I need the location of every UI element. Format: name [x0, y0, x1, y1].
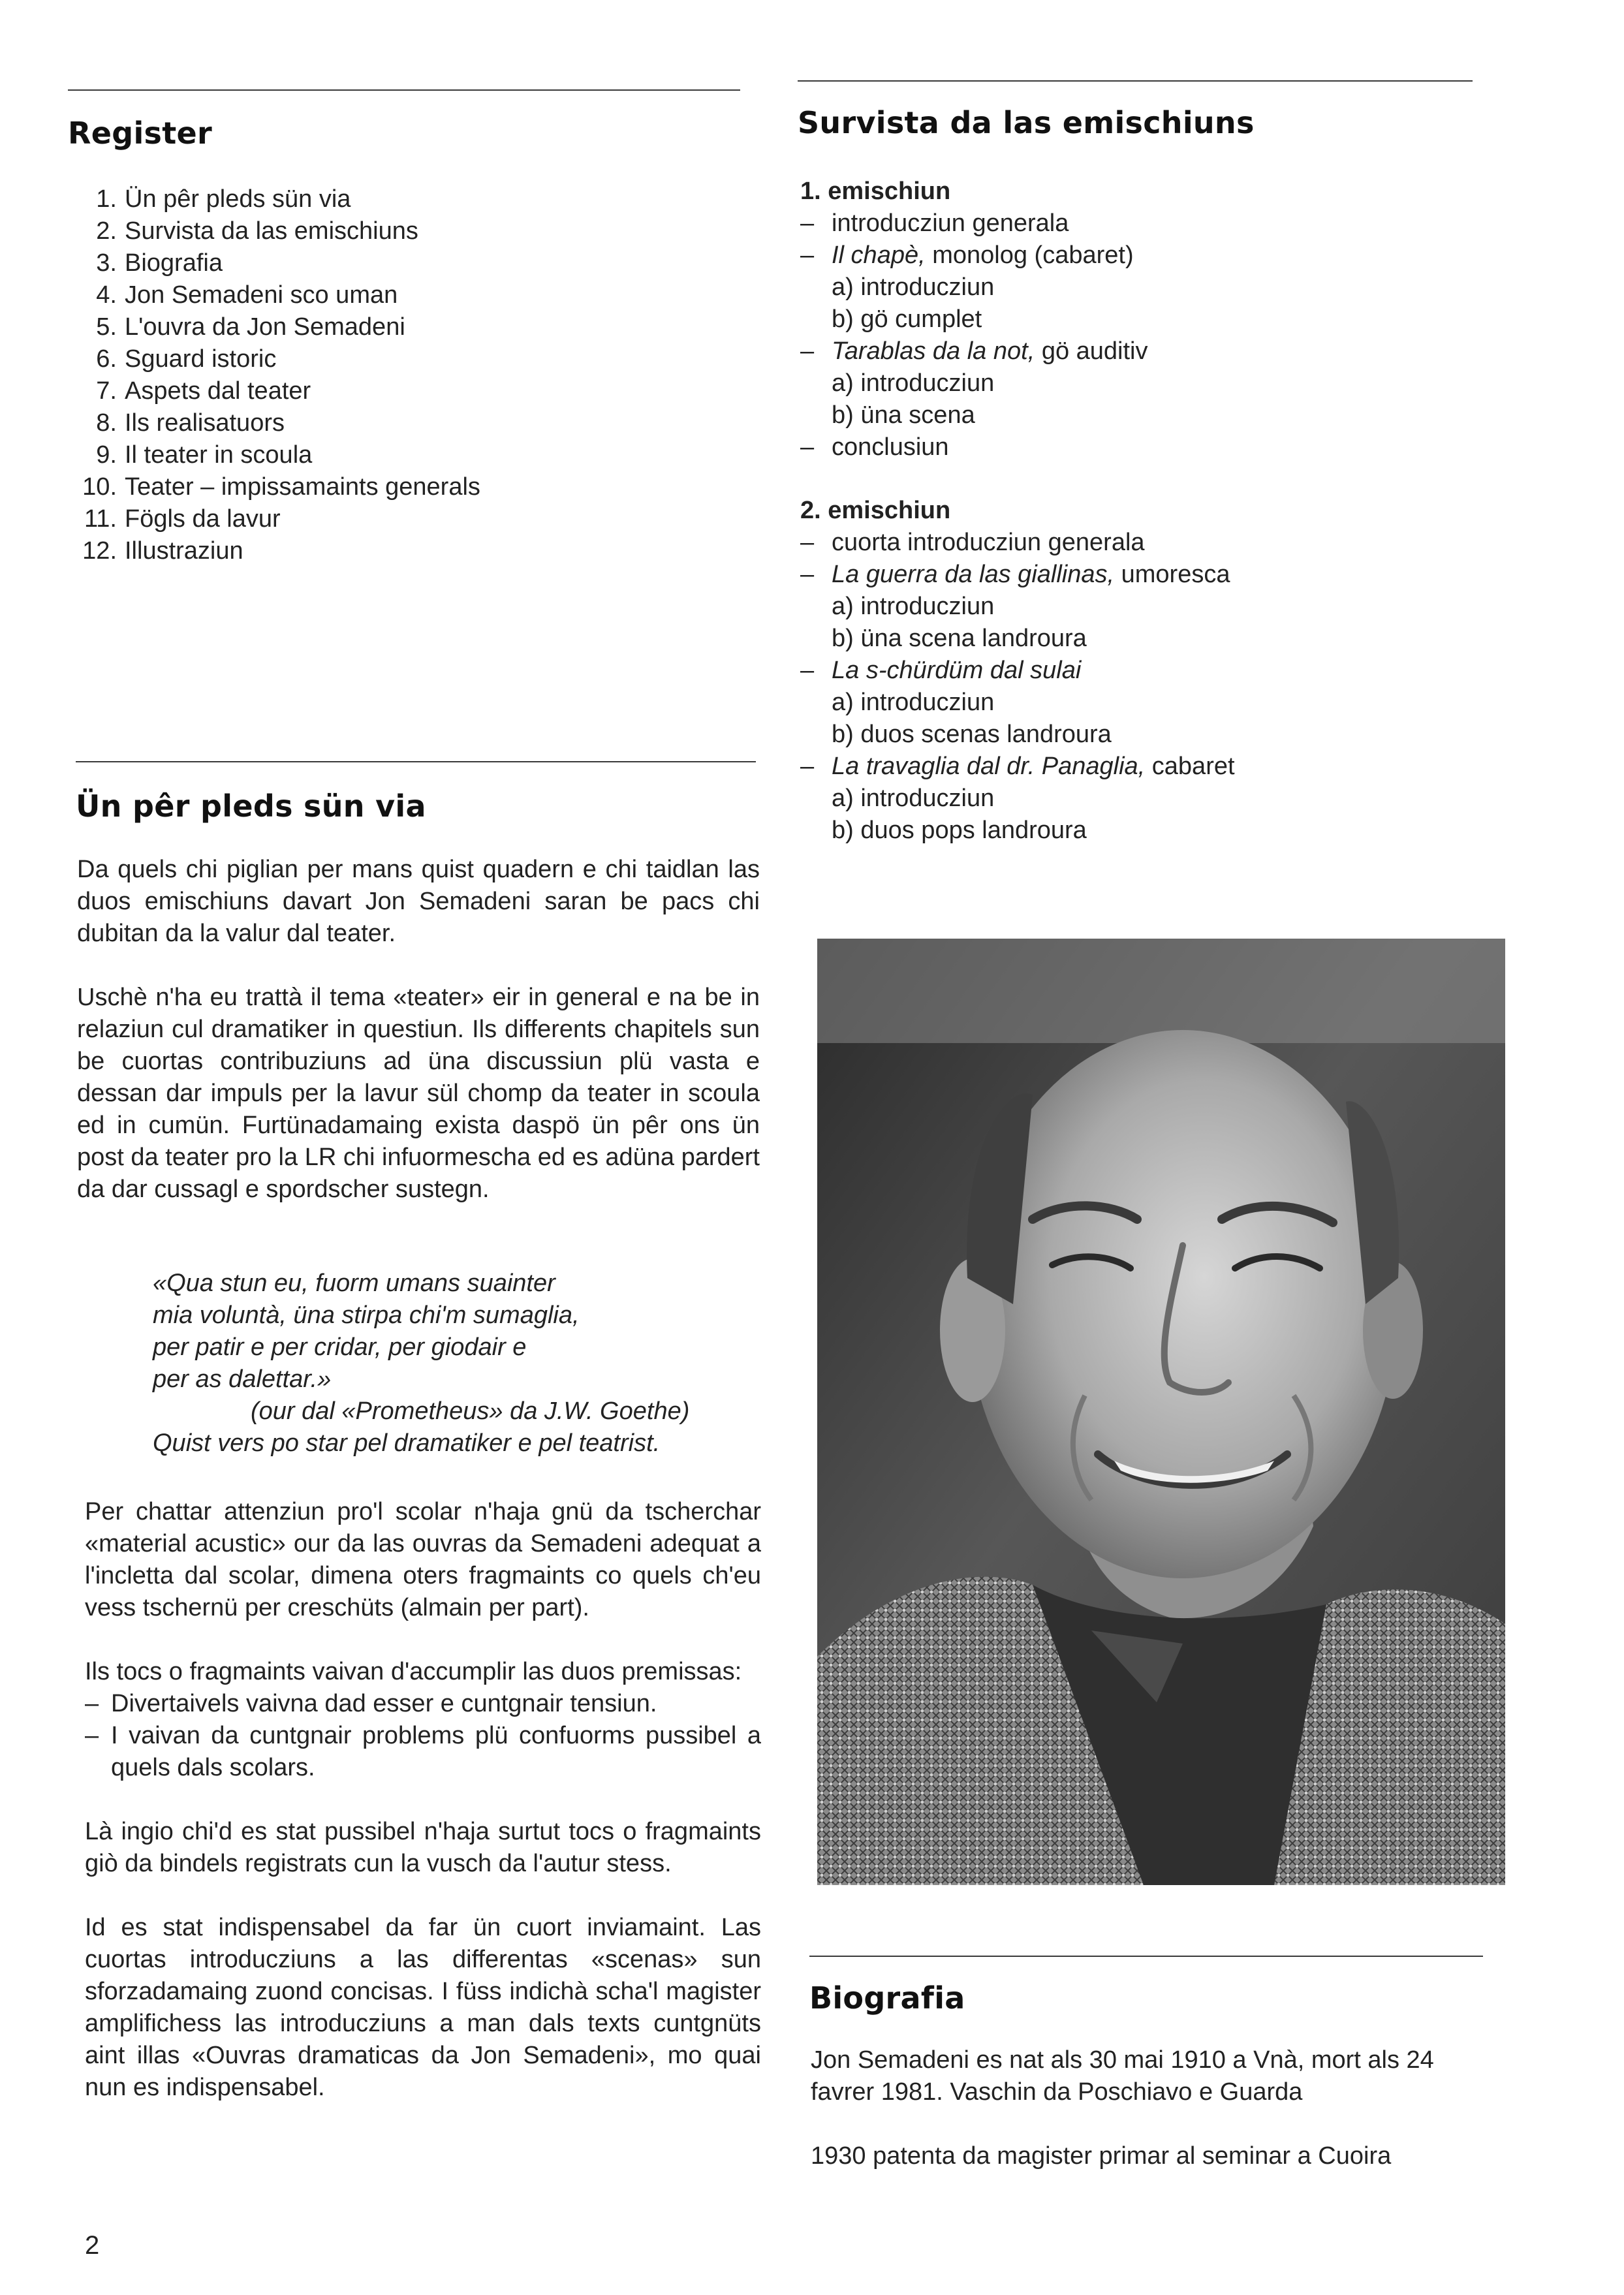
quote-line-1: «Qua stun eu, fuorm umans suainter [153, 1270, 555, 1297]
e2-item-3-b: b) duos scenas landroura [832, 721, 1112, 748]
intro-paragraph-2: Uschè n'ha eu trattà il tema «teater» eir in general e na be in relaziun cul dramatiker in questiun. Ils differents chapitels sun be cuortas contribuziuns ad üna discussiun plü vasta e dessan dar impuls per la lavur sül chomp da teater in scoula ed in cumün. Furtünadamaing exista daspö ün pêr ons ün post da teater pro la LR chi infuormescha ed es adüna pardert da dar cussagl e spordscher sustegn. [77, 984, 760, 1203]
intro-heading: Ün pêr pleds sün via [76, 788, 426, 824]
quote-comment: Quist vers po star pel dramatiker e pel teatrist. [153, 1429, 661, 1457]
e2-item-1: cuorta introducziun generala [832, 529, 1145, 556]
e1-item-3-a: a) introducziun [832, 369, 995, 397]
e2-item-3-a: a) introducziun [832, 689, 995, 716]
list-item: – La guerra da las giallinas, umoresca [800, 561, 1230, 588]
e1-item-2-a: a) introducziun [832, 273, 995, 301]
goethe-quote [153, 1268, 760, 1460]
register-item-number: 12. [82, 537, 117, 565]
e2-item-2-b: b) üna scena landroura [832, 625, 1087, 652]
quote-line-2: mia voluntà, üna stirpa chi'm sumaglia, [153, 1302, 580, 1329]
register-top-rule [68, 89, 740, 91]
broadcast-1-heading: 1. emischiun [800, 178, 951, 205]
list-item: – conclusiun [800, 431, 1473, 463]
broadcast-2-heading: 2. emischiun [800, 497, 951, 524]
intro-paragraph-1: Da quels chi piglian per mans quist quadern e chi taidlan las duos emischiuns davart Jon Semadeni saran be pacs chi dubitan da la valur dal teater. [77, 856, 760, 947]
intro-paragraph-4-text: Ils tocs o fragmaints vaivan d'accumplir las duos premissas: [85, 1658, 742, 1685]
register-item-number: 6. [96, 345, 117, 373]
register-item-label: Ün pêr pleds sün via [125, 185, 351, 213]
register-item-label: Biografia [125, 249, 223, 277]
list-item [68, 503, 655, 535]
e1-item-2-rest: monolog (cabaret) [925, 242, 1134, 269]
premise-2: I vaivan da cuntgnair problems plü confuorms pussibel a quels dals scolars. [111, 1722, 761, 1781]
register-item-number: 1. [96, 185, 117, 213]
register-item-label: Il teater in scoula [125, 441, 313, 469]
register-item-label: Aspets dal teater [125, 377, 311, 405]
register-item-label: Illustraziun [125, 537, 243, 565]
register-item-label: Ils realisatuors [125, 409, 285, 437]
register-list-block [68, 183, 655, 567]
list-item [68, 183, 655, 215]
list-item [68, 343, 655, 375]
list-item [68, 407, 655, 439]
register-item-number: 7. [96, 377, 117, 405]
e1-item-2-title: Il chapè, [832, 242, 926, 269]
survey-heading: Survista da las emischiuns [798, 105, 1255, 140]
register-item-number: 3. [96, 249, 117, 277]
quote-line-4: per as dalettar.» [153, 1366, 332, 1393]
e2-item-4-rest: cabaret [1145, 753, 1235, 780]
intro-paragraph-3: Per chattar attenziun pro'l scolar n'haja gnü da tscherchar «material acustic» our da las ouvras da Semadeni adequat a l'incletta dal scolar, dimena oters fragmaints co quels ch'eu vess tschernü per creschüts (almain per part). [85, 1498, 761, 1621]
bio-heading: Biografia [809, 1980, 965, 2016]
list-item [68, 439, 655, 471]
list-item: – La travaglia dal dr. Panaglia, cabaret [800, 753, 1235, 780]
list-item [68, 375, 655, 407]
list-item: – I vaivan da cuntgnair problems plü confuorms pussibel a quels dals scolars. [85, 1720, 761, 1784]
quote-line-3: per patir e per cridar, per giodair e [153, 1334, 527, 1361]
register-heading: Register [68, 116, 212, 151]
register-item-number: 5. [96, 313, 117, 341]
portrait-photo [817, 939, 1505, 1885]
register-item-label: Jon Semadeni sco uman [125, 281, 398, 309]
e2-item-3-title: La s-chürdüm dal sulai [832, 657, 1082, 684]
register-item-label: Survista da las emischiuns [125, 217, 418, 245]
intro-top-rule [76, 761, 756, 762]
list-item: – cuorta introducziun generala [800, 527, 1473, 559]
list-item: – Il chapè, monolog (cabaret) [800, 242, 1134, 269]
page-number: 2 [85, 2231, 100, 2260]
survey-block [800, 176, 1473, 847]
e2-item-2-rest: umoresca [1114, 561, 1230, 588]
bio-paragraph-1: Jon Semadeni es nat als 30 mai 1910 a Vnà, mort als 24 favrer 1981. Vaschin da Poschiavo e Guarda [811, 2046, 1434, 2106]
register-item-number: 4. [96, 281, 117, 309]
list-item [68, 471, 655, 503]
intro-paragraph-4 [85, 1656, 761, 1784]
intro-paragraph-6: Id es stat indispensabel da far ün cuort inviamaint. Las cuortas introducziuns a las differentas «scenas» sun sforzadamaing zuond concisas. I füss indichà scha'l magister amplifichess las introducziuns a man dals texts cuntgnüts aint illas «Ouvras dramaticas da Jon Semadeni», mo quai nun es indispensabel. [85, 1914, 761, 2101]
bio-block [811, 2044, 1484, 2172]
e1-item-2-b: b) gö cumplet [832, 305, 982, 333]
list-item: – La s-chürdüm dal sulai [800, 655, 1473, 687]
intro-block-1 [77, 854, 760, 1206]
register-item-label: Teater – impissamaints generals [125, 473, 480, 501]
list-item [68, 311, 655, 343]
list-item [68, 215, 655, 247]
register-item-label: L'ouvra da Jon Semadeni [125, 313, 405, 341]
register-item-label: Sguard istoric [125, 345, 277, 373]
e1-item-4: conclusiun [832, 433, 949, 461]
e1-item-3-rest: gö auditiv [1035, 337, 1148, 365]
bio-paragraph-2: 1930 patenta da magister primar al seminar a Cuoira [811, 2142, 1392, 2170]
register-item-number: 2. [96, 217, 117, 245]
e2-item-4-title: La travaglia dal dr. Panaglia, [832, 753, 1146, 780]
intro-block-2 [85, 1496, 761, 2104]
list-item: – Divertaivels vaivna dad esser e cuntgnair tensiun. [85, 1688, 761, 1720]
register-item-number: 11. [84, 505, 117, 533]
survey-top-rule [798, 80, 1473, 82]
list-item [68, 279, 655, 311]
e2-item-2-title: La guerra da las giallinas, [832, 561, 1115, 588]
quote-source: (our dal «Prometheus» da J.W. Goethe) [251, 1397, 690, 1425]
e2-item-4-a: a) introducziun [832, 785, 995, 812]
register-item-number: 10. [82, 473, 117, 501]
e2-item-4-b: b) duos pops landroura [832, 817, 1087, 844]
list-item [68, 247, 655, 279]
premises-list [85, 1688, 761, 1784]
intro-paragraph-5: Là ingio chi'd es stat pussibel n'haja surtut tocs o fragmaints giò da bindels registrats cun la vusch da l'autur stess. [85, 1818, 761, 1877]
premise-1: Divertaivels vaivna dad esser e cuntgnair tensiun. [111, 1690, 657, 1717]
register-item-number: 8. [96, 409, 117, 437]
register-item-label: Fögls da lavur [125, 505, 281, 533]
e1-item-3-b: b) üna scena [832, 401, 975, 429]
list-item: – Tarablas da la not, gö auditiv [800, 337, 1148, 365]
list-item: – introducziun generala [800, 208, 1473, 240]
bio-top-rule [809, 1956, 1483, 1957]
e1-item-1: introducziun generala [832, 210, 1069, 237]
e2-item-2-a: a) introducziun [832, 593, 995, 620]
e1-item-3-title: Tarablas da la not, [832, 337, 1035, 365]
list-item [68, 535, 655, 567]
register-list [68, 183, 655, 567]
register-item-number: 9. [96, 441, 117, 469]
